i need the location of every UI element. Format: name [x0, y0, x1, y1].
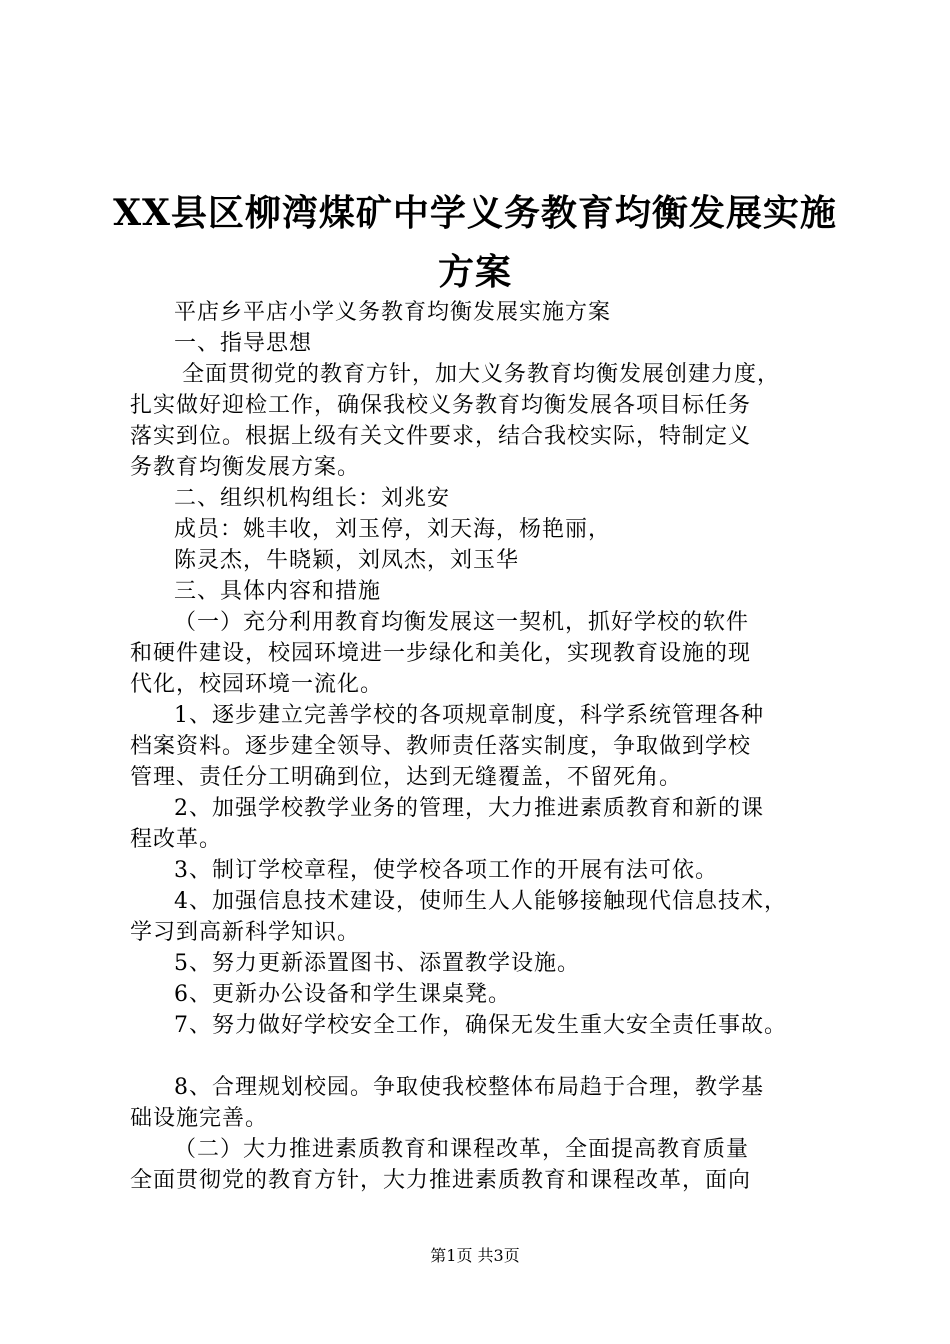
part-1-line: （一）充分利用教育均衡发展这一契机，抓好学校的软件	[174, 610, 750, 635]
item-3: 3、制订学校章程，使学校各项工作的开展有法可依。	[174, 858, 718, 883]
section-1-heading: 一、指导思想	[174, 331, 313, 356]
section-2-heading: 二、组织机构组长：刘兆安	[174, 486, 451, 511]
part-2-line: （二）大力推进素质教育和课程改革，全面提高教育质量	[174, 1137, 750, 1162]
part-1-line: 代化，校园环境一流化。	[130, 672, 384, 697]
section-1-line: 扎实做好迎检工作，确保我校义务教育均衡发展各项目标任务	[130, 393, 752, 418]
item-2-line: 2、加强学校教学业务的管理，大力推进素质教育和新的课	[174, 796, 764, 821]
subtitle: 平店乡平店小学义务教育均衡发展实施方案	[174, 300, 612, 325]
section-1-line: 务教育均衡发展方案。	[130, 455, 361, 480]
item-7: 7、努力做好学校安全工作，确保无发生重大安全责任事故。	[174, 1013, 787, 1038]
document-title-line-2: 方案	[437, 251, 512, 293]
part-1-line: 和硬件建设，校园环境进一步绿化和美化，实现教育设施的现	[130, 641, 752, 666]
part-2-line: 全面贯彻党的教育方针，大力推进素质教育和课程改革，面向	[130, 1168, 752, 1193]
item-8-line: 8、合理规划校园。争取使我校整体布局趋于合理，教学基	[174, 1075, 764, 1100]
page-footer: 第1页 共3页	[430, 1246, 520, 1265]
item-1-line: 管理、责任分工明确到位，达到无缝覆盖，不留死角。	[130, 765, 683, 790]
section-1-line: 全面贯彻党的教育方针，加大义务教育均衡发展创建力度，	[182, 362, 781, 387]
item-1-line: 1、逐步建立完善学校的各项规章制度，科学系统管理各种	[174, 703, 764, 728]
section-3-heading: 三、具体内容和措施	[174, 579, 382, 604]
members-line-2: 陈灵杰，牛晓颖，刘凤杰，刘玉华	[174, 548, 520, 573]
section-1-line: 落实到位。根据上级有关文件要求，结合我校实际，特制定义	[130, 424, 752, 449]
item-2-line: 程改革。	[130, 827, 223, 852]
item-4-line: 4、加强信息技术建设，使师生人人能够接触现代信息技术，	[174, 889, 787, 914]
item-8-line: 础设施完善。	[130, 1106, 269, 1131]
item-6: 6、更新办公设备和学生课桌凳。	[174, 982, 511, 1007]
document-title-line-1: XX县区柳湾煤矿中学义务教育均衡发展实施	[113, 192, 837, 234]
item-1-line: 档案资料。逐步建全领导、教师责任落实制度，争取做到学校	[130, 734, 752, 759]
item-5: 5、努力更新添置图书、添置教学设施。	[174, 951, 580, 976]
document-body	[130, 297, 850, 1196]
blank-line	[130, 1041, 850, 1072]
item-4-line: 学习到高新科学知识。	[130, 920, 361, 945]
members-line-1: 成员：姚丰收，刘玉停，刘天海，杨艳丽，	[174, 517, 612, 542]
